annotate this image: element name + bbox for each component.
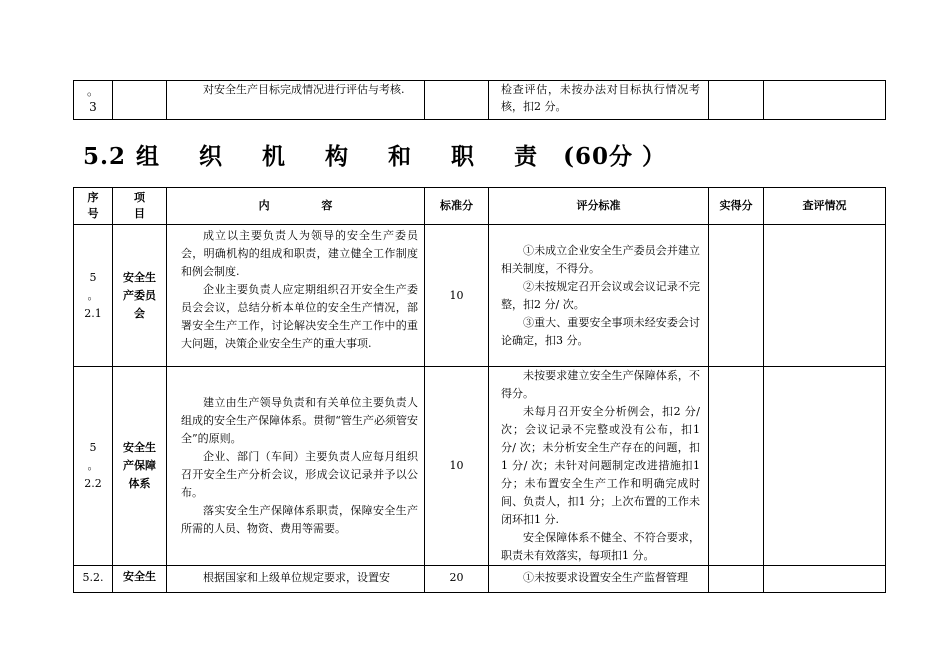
criteria-paragraph: ①未成立企业安全生产委员会并建立相关制度，不得分。	[501, 243, 700, 275]
content-text: 对安全生产目标完成情况进行评估与考核.	[203, 83, 405, 96]
criteria-cell	[489, 225, 709, 367]
actual-score-cell	[709, 225, 764, 367]
content-cell	[167, 367, 425, 566]
score-cell: 10	[425, 225, 489, 367]
review-cell	[764, 367, 886, 566]
table-row	[74, 225, 886, 367]
criteria-paragraph: ②未按规定召开会议或会议记录不完整，扣2 分/ 次。	[501, 279, 700, 311]
table-row	[74, 367, 886, 566]
criteria-paragraph: 未每月召开安全分析例会，扣2 分/ 次；会议记录不完整或没有公布，扣1 分/ 次；未分析安全生产存在的问题，扣1 分/ 次；未针对问题制定改进措施扣1 分；未布置安全生产工作和明确完成时间、负责人，扣1 分；上次布置的工作未闭环扣1 分.	[501, 405, 700, 526]
criteria-paragraph: 未按要求建立安全生产保障体系，不得分。	[501, 369, 700, 400]
score-cell	[425, 81, 489, 120]
previous-section-table	[73, 80, 886, 120]
item-cell	[113, 81, 167, 120]
criteria-paragraph: ③重大、重要安全事项未经安委会讨论确定，扣3 分。	[501, 315, 700, 347]
content-paragraph: 根据国家和上级单位规定要求，设置安	[203, 571, 390, 584]
table-row	[74, 81, 886, 120]
seq-cell: 。 3	[74, 81, 113, 120]
content-paragraph: 建立由生产领导负责和有关单位主要负责人组成的安全生产保障体系。贯彻“管生产必须管安全”的原则。	[181, 396, 418, 445]
criteria-cell	[489, 566, 709, 593]
section-title: 组 织 机 构 和 职 责	[136, 143, 554, 170]
item-cell: 安全生 产保障 体系	[113, 367, 167, 566]
score-cell: 20	[425, 566, 489, 593]
review-cell	[764, 566, 886, 593]
header-row	[74, 188, 886, 225]
seq-cell: 5 。 2.1	[74, 225, 113, 367]
criteria-paragraph: 安全保障体系不健全、不符合要求，职责未有效落实，每项扣1 分。	[501, 531, 700, 562]
item-cell: 安全生 产委员 会	[113, 225, 167, 367]
section-points: (60分 ）	[563, 143, 666, 170]
header-review: 查评情况	[764, 188, 886, 225]
section-number: 5.2	[83, 143, 127, 170]
actual-score-cell	[709, 566, 764, 593]
content-cell	[167, 566, 425, 593]
content-cell	[167, 225, 425, 367]
header-standard-score: 标准分	[425, 188, 489, 225]
header-actual-score: 实得分	[709, 188, 764, 225]
responsibility-table	[73, 187, 886, 593]
content-cell	[167, 81, 425, 120]
header-seq: 序 号	[74, 188, 113, 225]
content-paragraph: 企业主要负责人应定期组织召开安全生产委员会会议，总结分析本单位的安全生产情况，部署安全生产工作，讨论解决安全生产工作中的重大问题，决策企业安全生产的重大事项.	[181, 283, 418, 350]
review-cell	[764, 225, 886, 367]
content-paragraph: 企业、部门（车间）主要负责人应每月组织召开安全生产分析会议，形成会议记录并予以公布。	[181, 450, 418, 499]
criteria-cell	[489, 367, 709, 566]
section-heading	[83, 138, 676, 171]
header-content: 内 容	[167, 188, 425, 225]
review-cell	[764, 81, 886, 120]
header-criteria: 评分标准	[489, 188, 709, 225]
seq-cell: 5.2.	[74, 566, 113, 593]
criteria-paragraph: ①未按要求设置安全生产监督管理	[523, 571, 688, 584]
criteria-text: 检查评估，未按办法对目标执行情况考核，扣2 分。	[501, 83, 700, 113]
score-cell: 10	[425, 367, 489, 566]
seq-cell: 5 。 2.2	[74, 367, 113, 566]
content-paragraph: 落实安全生产保障体系职责，保障安全生产所需的人员、物资、费用等需要。	[181, 504, 418, 535]
table-row	[74, 566, 886, 593]
header-item: 项 目	[113, 188, 167, 225]
criteria-cell	[489, 81, 709, 120]
actual-score-cell	[709, 81, 764, 120]
actual-score-cell	[709, 367, 764, 566]
content-paragraph: 成立以主要负责人为领导的安全生产委员会，明确机构的组成和职责，建立健全工作制度和例会制度.	[181, 229, 418, 278]
item-cell: 安全生	[113, 566, 167, 593]
